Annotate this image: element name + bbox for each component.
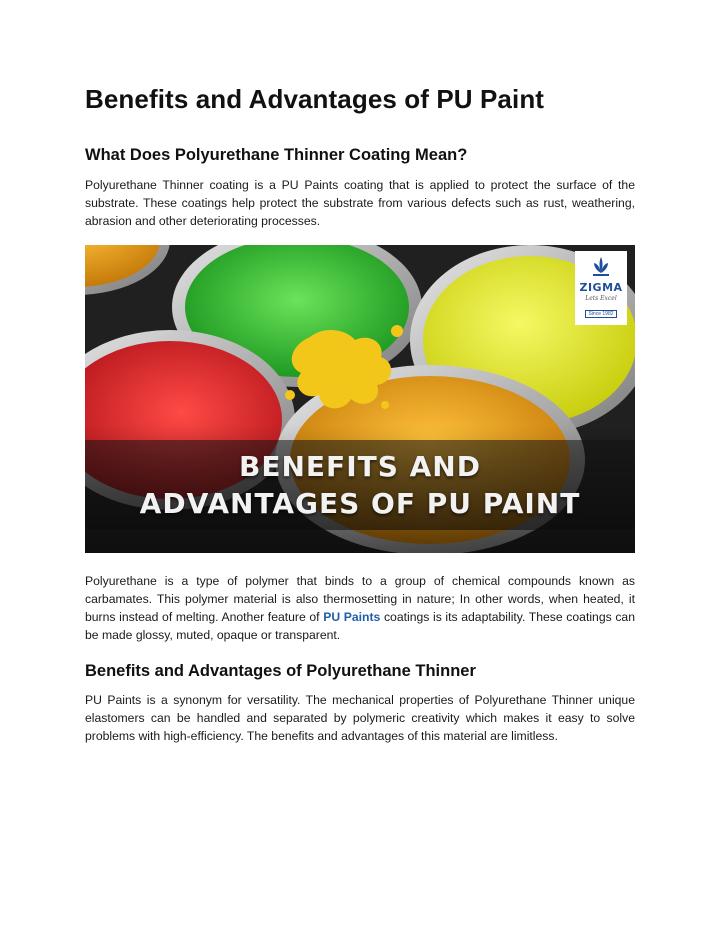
pu-paints-link[interactable]: PU Paints [323, 610, 381, 624]
logo-tagline: Lets Excel [585, 295, 617, 302]
section-paragraph-benefits: PU Paints is a synonym for versatility. The mechanical properties of Polyurethane Thinner unique elastomers can be handled and separated by polymeric creativity which makes it easy to solve problems with high-efficiency. The benefits and advantages of this material are limitless. [85, 693, 635, 743]
paragraph-text-after-link: coatings is its adaptability. These coatings can be made glossy, muted, opaque or transparent. [85, 610, 635, 642]
paragraph-polyurethane-polymer [85, 572, 635, 644]
logo-name: ZIGMA [579, 281, 623, 294]
lotus-logo-icon [589, 255, 613, 279]
page-title: Benefits and Advantages of PU Paint [85, 84, 545, 114]
paragraph-text-before-link: Polyurethane is a type of polymer that binds to a group of chemical compounds known as carbamates. This polymer material is also thermosetting in nature; In other words, when heated, it burns instead of melting. Another feature of [85, 574, 635, 624]
section-paragraph-coating-meaning: Polyurethane Thinner coating is a PU Paints coating that is applied to protect the surface of the substrate. These coatings help protect the substrate from various defects such as rust, weathering, abrasion and other deteriorating processes. [85, 178, 635, 228]
image-banner-line-1: BENEFITS AND [239, 450, 481, 483]
section-heading-coating-meaning: What Does Polyurethane Thinner Coating Mean? [85, 146, 468, 164]
zigma-logo [575, 251, 627, 325]
section-heading-benefits: Benefits and Advantages of Polyurethane Thinner [85, 662, 476, 680]
paint-cans-image [85, 245, 635, 553]
logo-since-badge: Since 1982 [585, 310, 616, 318]
image-banner-line-2: ADVANTAGES OF PU PAINT [139, 487, 581, 520]
